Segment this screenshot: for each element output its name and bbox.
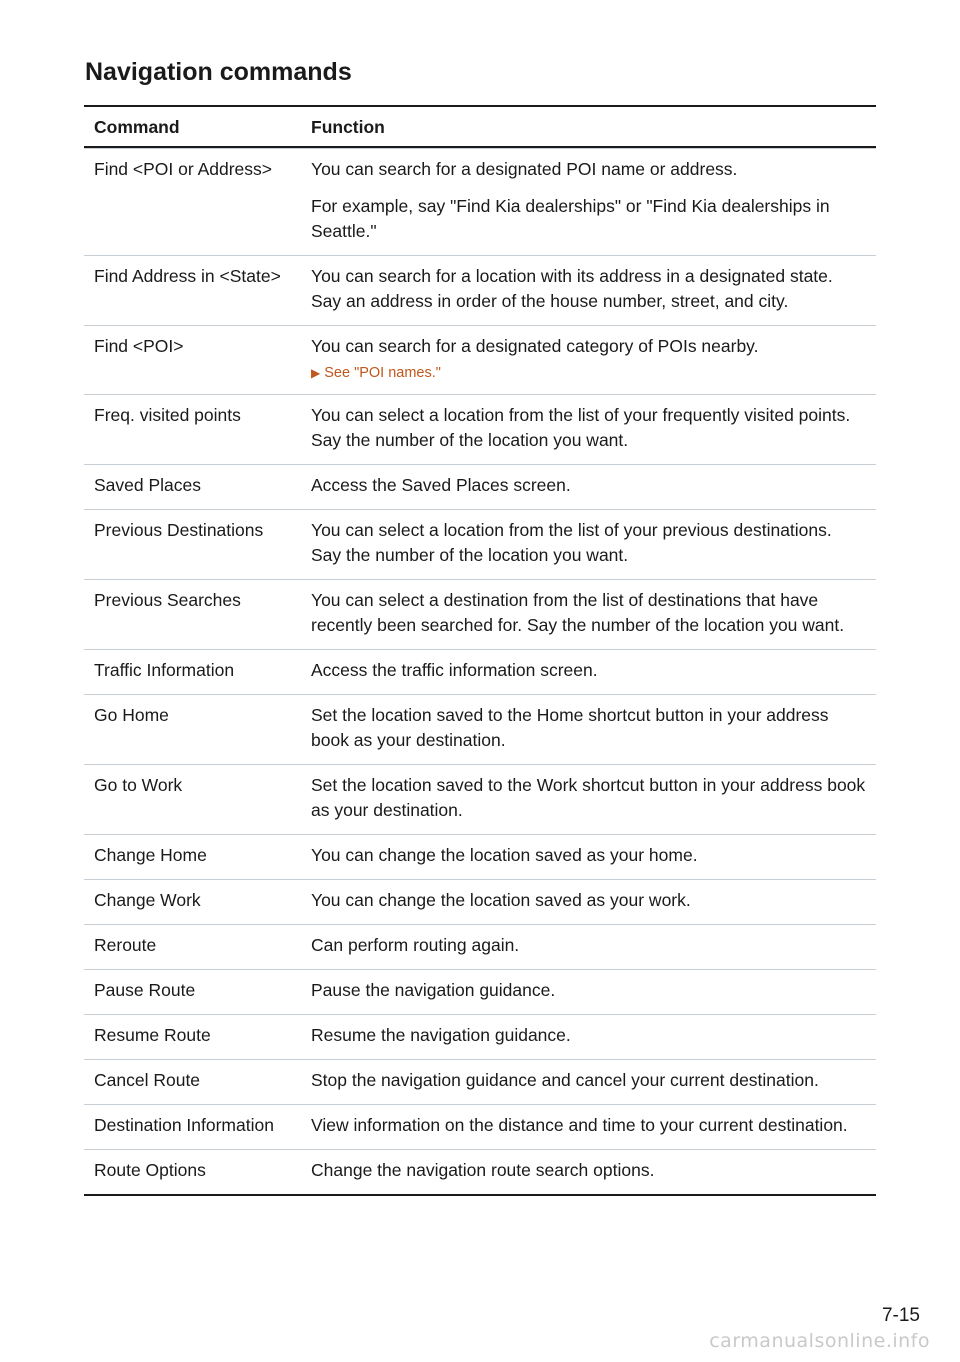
command-cell: Find <POI> [94,336,184,356]
command-cell: Saved Places [94,475,202,495]
command-cell: Find <POI or Address> [94,159,273,179]
function-cell [311,395,876,464]
function-text: You can search for a location with its address in a designated state. Say an address in order of the house number, street, and city. [311,266,833,311]
function-text: For example, say "Find Kia dealerships" or "Find Kia dealerships in Seattle." [311,196,830,241]
table-row [84,509,876,579]
command-cell: Route Options [94,1160,206,1180]
table-row [84,394,876,464]
function-text: Resume the navigation guidance. [311,1025,571,1045]
function-text: Set the location saved to the Home shortcut button in your address book as your destination. [311,705,829,750]
function-cell [311,695,876,764]
table-row [84,1149,876,1194]
see-reference-text: See "POI names." [324,365,441,381]
function-cell [311,970,876,1014]
command-cell: Resume Route [94,1025,211,1045]
column-header-function: Function [311,117,385,137]
function-text: Pause the navigation guidance. [311,980,556,1000]
command-cell: Traffic Information [94,660,235,680]
function-cell [311,1060,876,1104]
table-row [84,834,876,879]
commands-table [84,105,876,1196]
table-row [84,694,876,764]
table-row [84,969,876,1014]
function-cell [311,650,876,694]
function-text: You can select a location from the list of your previous destinations. Say the number of the location you want. [311,520,832,565]
function-cell [311,925,876,969]
function-text: Access the Saved Places screen. [311,475,571,495]
command-cell: Freq. visited points [94,405,241,425]
table-row [84,325,876,394]
function-cell [311,256,876,325]
function-text: You can search for a designated category of POIs nearby. [311,336,759,356]
table-row [84,1059,876,1104]
function-cell [311,1150,876,1194]
function-text: You can change the location saved as your home. [311,845,698,865]
table-row [84,148,876,255]
table-row [84,649,876,694]
table-row [84,579,876,649]
table-body [84,148,876,1194]
see-reference-link[interactable] [311,363,866,383]
function-text: Access the traffic information screen. [311,660,598,680]
function-text: You can select a location from the list of your frequently visited points. Say the number of the location you want. [311,405,851,450]
function-cell [311,835,876,879]
function-cell [311,465,876,509]
command-cell: Change Home [94,845,207,865]
command-cell: Find Address in <State> [94,266,281,286]
function-cell [311,326,876,394]
arrow-right-icon: ▶ [311,366,321,380]
command-cell: Previous Destinations [94,520,264,540]
function-text: Can perform routing again. [311,935,520,955]
command-cell: Destination Information [94,1115,274,1135]
table-row [84,924,876,969]
function-text: You can change the location saved as your work. [311,890,691,910]
command-cell: Cancel Route [94,1070,201,1090]
function-cell [311,765,876,834]
command-cell: Reroute [94,935,157,955]
table-row [84,1104,876,1149]
command-cell: Go to Work [94,775,183,795]
function-text: You can search for a designated POI name or address. [311,159,738,179]
command-cell: Go Home [94,705,169,725]
table-row [84,1014,876,1059]
function-cell [311,880,876,924]
function-cell [311,1015,876,1059]
function-text: Set the location saved to the Work shortcut button in your address book as your destination. [311,775,866,820]
page-title: Navigation commands [85,58,352,86]
watermark: carmanualsonline.info [709,1330,930,1352]
function-cell [311,149,876,255]
table-row [84,879,876,924]
function-cell [311,1105,876,1149]
function-cell [311,580,876,649]
function-text: Stop the navigation guidance and cancel your current destination. [311,1070,819,1090]
column-header-command: Command [94,117,180,137]
function-cell [311,510,876,579]
table-row [84,764,876,834]
function-text: View information on the distance and time to your current destination. [311,1115,848,1135]
table-row [84,255,876,325]
function-text: You can select a destination from the list of destinations that have recently been searched for. Say the number of the location you want. [311,590,845,635]
command-cell: Pause Route [94,980,196,1000]
page-number: 7-15 [881,1305,920,1326]
function-text: Change the navigation route search options. [311,1160,655,1180]
table-row [84,464,876,509]
table-header-row [84,107,876,148]
command-cell: Previous Searches [94,590,241,610]
command-cell: Change Work [94,890,201,910]
